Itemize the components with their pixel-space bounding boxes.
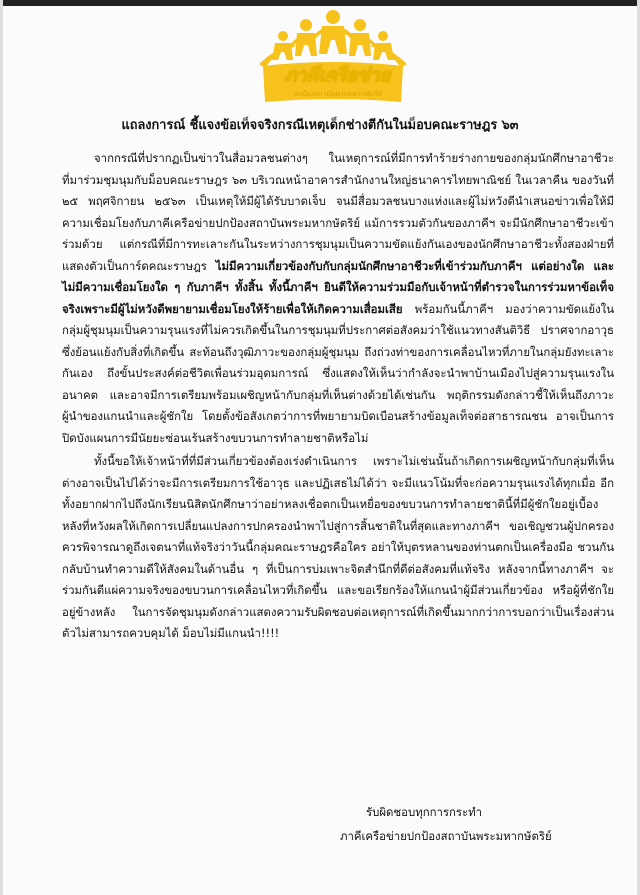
signature-block [340, 800, 600, 848]
paragraph-2 [62, 451, 614, 645]
signature-line-1: รับผิดชอบทุกการกระทำ [366, 805, 483, 819]
paragraph-1 [62, 148, 614, 449]
logo-title: ภาคีเครือข่าย [284, 65, 391, 86]
paragraph-1-segment-1: จากกรณีที่ปรากฏเป็นข่าวในสื่อมวลชนต่างๆ ในเหตุการณ์ที่มีการทำร้ายร่างกายของกลุ่มนักศึกษาอาชีวะที่มาร่วมชุมนุมกับม็อบคณะราษฎร ๖๓ บริเวณหน้าอาคารสำนักงานใหญ่ธนาคารไทยพาณิชย์ ในเวลาคืน ของวันที่ ๒๕ พฤศจิกายน ๒๕๖๓ เป็นเหตุให้มีผู้ได้รับบาดเจ็บ จนมีสื่อมวลชนบางแห่งและผู้ไม่หวังดีนำเสนอข่าวเพื่อให้มีความเชื่อมโยงกับภาคีเครือข่ายปกป้องสถาบันพระมหากษัตริย์ แม้การรวมตัวกันของภาคีฯ จะมีนักศึกษาอาชีวะเข้าร่วมด้วย แต่กรณีที่มีการทะเลาะกันในระหว่างการชุมนุมเป็นความขัดแย้งกันเองของนักศึกษาอาชีวะทั้งสองฝ่ายที่แสดงตัวเป็นการ์ดคณะราษฎร [62, 151, 614, 273]
logo-tagline: ปกป้องสถาบันพระมหากษัตริย์ [292, 90, 382, 98]
statement-title: แถลงการณ์ ชี้แจงข้อเท็จจริงกรณีเหตุเด็กช่างตีกันในม็อบคณะราษฎร ๖๓ [121, 118, 519, 133]
paragraph-2-segment-1: ทั้งนี้ขอให้เจ้าหน้าที่ที่มีส่วนเกี่ยวข้องต้องเร่งดำเนินการ เพราะไม่เช่นนั้นถ้าเกิดการเผชิญหน้ากับกลุ่มที่เห็นต่างอาจเป็นไปได้ว่าจะมีการเตรียมการใช้อาวุธ และปฏิเสธไม่ได้ว่า จะมีแนวโน้มที่จะก่อความรุนแรงได้ทุกเมื่อ อีกทั้งอยากฝากไปถึงนักเรียนนิสิตนักศึกษาว่าอย่าหลงเชื่อตกเป็นเหยื่อของขบวนการทำลายชาตินี้ที่มีผู้ชักใยอยู่เบื้องหลังที่หวังผลให้เกิดการเปลี่ยนแปลงการปกครองนำพาไปสู่การสิ้นชาติในที่สุดและทางภาคีฯ ขอเชิญชวนผู้ปกครองควรพิจารณาดูถึงเจตนาที่แท้จริงว่าวันนี้กลุ่มคณะราษฎรคือใคร อย่าให้บุตรหลานของท่านตกเป็นเครื่องมือ ชวนกันกลับบ้านทำความดีให้สังคมในด้านอื่น ๆ ที่เป็นการบ่มเพาะจิตสำนึกที่ดีต่อสังคมที่แท้จริง หลังจากนี้ทางภาคีฯ จะร่วมกันตีแผ่ความจริงของขบวนการเคลื่อนไหวที่เกิดขึ้น และขอเรียกร้องให้แกนนำผู้มีส่วนเกี่ยวข้อง หรือผู้ที่ชักใยอยู่ข้างหลัง ในการจัดชุมนุมดังกล่าวแสดงความรับผิดชอบต่อเหตุการณ์ที่เกิดขึ้นมากกว่าการบอกว่าเป็นเรื่องส่วนตัวไม่สามารถควบคุมได้ ม็อบไม่มีแกนนำ!!!! [62, 454, 614, 640]
paragraph-1-segment-3: พร้อมกันนี้ภาคีฯ มองว่าความขัดแย้งในกลุ่มผู้ชุมนุมเป็นความรุนแรงที่ไม่ควรเกิดขึ้นในการชุมนุมที่ประกาศต่อสังคมว่าใช้แนวทางสันติวิธี ปราศจากอาวุธ ซึ่งย้อนแย้งกับสิ่งที่เกิดขึ้น สะท้อนถึงวุฒิภาวะของกลุ่มผู้ชุมนุม ถึงถ่วงท่าของการเคลื่อนไหวที่ภายในกลุ่มยังทะเลาะกันเอง ถึงขั้นประสงค์ต่อชีวิตเพื่อนร่วมอุดมการณ์ ซึ่งแสดงให้เห็นว่ากำลังจะนำพาบ้านเมืองไปสู่ความรุนแรงในอนาคต และอาจมีการเตรียมพร้อมเผชิญหน้ากับกลุ่มที่เห็นต่างด้วยได้เช่นกัน พฤติกรรมดังกล่าวชี้ให้เห็นถึงภาวะผู้นำของแกนนำและผู้ชักใย โดยตั้งข้อสังเกตว่าการที่พยายามบิดเบือนสร้างข้อมูลเท็จต่อสาธารณชน อาจเป็นการปิดบังแผนการมีนัยยะซ่อนเร้นสร้างขบวนการทำลายชาติหรือไม่ [62, 301, 614, 445]
paragraph-1-bold-segment: ไม่มีความเกี่ยวข้องกับกับกลุ่มนักศึกษาอาชีวะที่เข้าร่วมกับภาคีฯ แต่อย่างใด และไม่มีความเชื่อมโยงใด ๆ กับภาคีฯ ทั้งสิ้น ทั้งนี้ภาคีฯ ยินดีให้ความร่วมมือกับเจ้าหน้าที่ตำรวจในการร่วมหาข้อเท็จจริงเพราะมีผู้ไม่หวังดีพยายามเชื่อมโยงให้ร้ายเพื่อให้เกิดความเสื่อมเสีย [62, 258, 614, 316]
signature-line-2: ภาคีเครือข่ายปกป้องสถาบันพระมหากษัตริย์ [340, 829, 552, 843]
statement-body [62, 148, 614, 645]
